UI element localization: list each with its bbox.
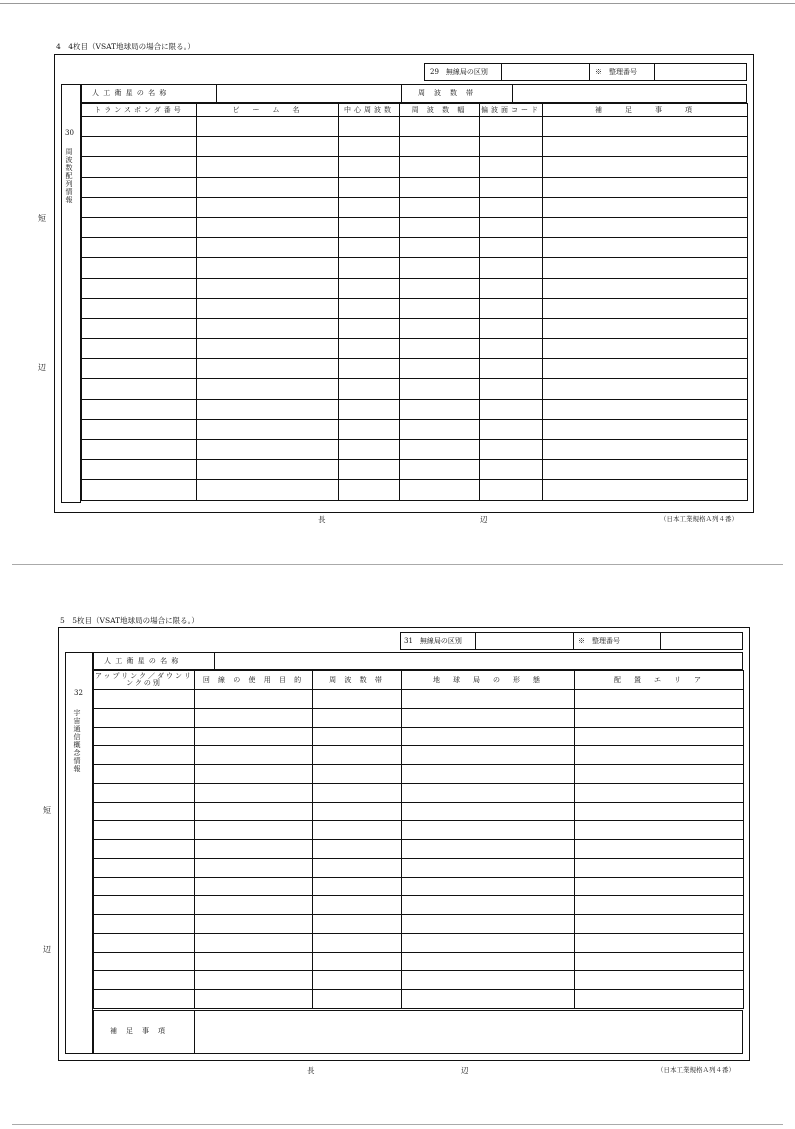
table-cell[interactable] <box>575 915 744 934</box>
table-cell[interactable] <box>82 359 197 379</box>
table-cell[interactable] <box>402 727 575 746</box>
table-cell[interactable] <box>195 821 313 840</box>
form5-heading: 5 5枚目（VSAT地球局の場合に限る。） <box>60 616 199 625</box>
form5-section-number: 32 <box>74 689 83 697</box>
table-cell[interactable] <box>82 298 197 318</box>
table-cell[interactable] <box>400 379 480 399</box>
table-cell[interactable] <box>339 440 400 460</box>
table-cell[interactable] <box>197 440 339 460</box>
table-cell[interactable] <box>480 197 543 217</box>
table-cell[interactable] <box>94 971 195 990</box>
table-cell[interactable] <box>400 419 480 439</box>
table-cell[interactable] <box>197 318 339 338</box>
table-cell[interactable] <box>339 137 400 157</box>
table-cell[interactable] <box>82 157 197 177</box>
table-row <box>82 177 748 197</box>
table-cell[interactable] <box>400 318 480 338</box>
form5-reference-no-field[interactable] <box>663 634 741 648</box>
table-cell[interactable] <box>543 298 748 318</box>
table-cell[interactable] <box>313 821 402 840</box>
form4-section-number: 30 <box>65 129 74 137</box>
form5-reference-no-label: ※ 整理番号 <box>578 637 620 645</box>
table-cell[interactable] <box>94 746 195 765</box>
table-cell[interactable] <box>480 379 543 399</box>
table-cell[interactable] <box>400 238 480 258</box>
table-row <box>82 217 748 237</box>
table-cell[interactable] <box>197 359 339 379</box>
table-cell[interactable] <box>82 440 197 460</box>
form4-column-header: 中心周波数 <box>339 104 400 117</box>
table-cell[interactable] <box>543 197 748 217</box>
table-cell[interactable] <box>313 915 402 934</box>
table-row <box>82 318 748 338</box>
table-cell[interactable] <box>94 802 195 821</box>
table-cell[interactable] <box>195 840 313 859</box>
form5-station-class-label: 31 無線局の区別 <box>404 637 462 645</box>
form4-heading: 4 4枚目（VSAT地球局の場合に限る。） <box>56 42 195 51</box>
table-cell[interactable] <box>82 278 197 298</box>
form5-section-title: 宇宙通信概念情報 <box>73 709 82 773</box>
table-cell[interactable] <box>543 379 748 399</box>
table-cell[interactable] <box>575 952 744 971</box>
form4-column-header: 周 波 数 幅 <box>400 104 480 117</box>
table-cell[interactable] <box>82 480 197 500</box>
form4-reference-no-label: ※ 整理番号 <box>595 68 637 76</box>
table-cell[interactable] <box>543 480 748 500</box>
form4-station-class-field[interactable] <box>505 65 587 79</box>
table-cell[interactable] <box>197 238 339 258</box>
table-cell[interactable] <box>313 690 402 709</box>
table-row <box>82 359 748 379</box>
form4-column-header: 偏波面コード <box>480 104 543 117</box>
table-cell[interactable] <box>313 783 402 802</box>
table-cell[interactable] <box>313 971 402 990</box>
table-row <box>94 783 744 802</box>
table-row <box>82 137 748 157</box>
table-cell[interactable] <box>480 359 543 379</box>
table-cell[interactable] <box>195 952 313 971</box>
table-cell[interactable] <box>402 971 575 990</box>
table-row <box>82 197 748 217</box>
table-cell[interactable] <box>543 258 748 278</box>
table-cell[interactable] <box>480 339 543 359</box>
table-cell[interactable] <box>94 896 195 915</box>
table-row <box>94 690 744 709</box>
table-cell[interactable] <box>400 258 480 278</box>
table-row <box>94 933 744 952</box>
table-cell[interactable] <box>543 440 748 460</box>
table-cell[interactable] <box>313 990 402 1009</box>
table-cell[interactable] <box>543 177 748 197</box>
table-cell[interactable] <box>197 258 339 278</box>
table-cell[interactable] <box>400 399 480 419</box>
table-cell[interactable] <box>543 278 748 298</box>
form5-side-short-top: 短 <box>43 806 51 815</box>
table-cell[interactable] <box>575 877 744 896</box>
table-row <box>82 157 748 177</box>
table-cell[interactable] <box>94 840 195 859</box>
table-cell[interactable] <box>402 896 575 915</box>
table-cell[interactable] <box>339 177 400 197</box>
table-cell[interactable] <box>195 877 313 896</box>
table-cell[interactable] <box>402 877 575 896</box>
table-cell[interactable] <box>195 858 313 877</box>
table-row <box>94 858 744 877</box>
table-cell[interactable] <box>480 419 543 439</box>
table-cell[interactable] <box>480 238 543 258</box>
table-row <box>94 952 744 971</box>
table-cell[interactable] <box>575 708 744 727</box>
table-cell[interactable] <box>575 858 744 877</box>
table-row <box>94 990 744 1009</box>
table-cell[interactable] <box>313 727 402 746</box>
table-cell[interactable] <box>197 278 339 298</box>
table-cell[interactable] <box>82 339 197 359</box>
table-cell[interactable] <box>82 217 197 237</box>
table-cell[interactable] <box>400 440 480 460</box>
table-cell[interactable] <box>82 197 197 217</box>
top-rule <box>0 3 795 4</box>
table-row <box>82 117 748 137</box>
table-row <box>94 746 744 765</box>
table-cell[interactable] <box>400 460 480 480</box>
table-cell[interactable] <box>402 765 575 784</box>
table-cell[interactable] <box>197 419 339 439</box>
table-cell[interactable] <box>82 258 197 278</box>
table-cell[interactable] <box>543 318 748 338</box>
table-row <box>82 440 748 460</box>
table-row <box>94 840 744 859</box>
table-cell[interactable] <box>400 197 480 217</box>
table-cell[interactable] <box>575 690 744 709</box>
table-cell[interactable] <box>197 137 339 157</box>
table-cell[interactable] <box>400 298 480 318</box>
table-row <box>82 339 748 359</box>
table-cell[interactable] <box>82 318 197 338</box>
table-cell[interactable] <box>402 933 575 952</box>
table-cell[interactable] <box>197 339 339 359</box>
form4-satellite-name-field[interactable] <box>219 86 399 101</box>
table-cell[interactable] <box>480 258 543 278</box>
table-cell[interactable] <box>575 821 744 840</box>
form5-column-header: 地 球 局 の 形 態 <box>402 671 575 690</box>
form4-frequency-label: 周 波 数 帯 <box>418 89 474 97</box>
form5-satellite-name-label: 人 工 衛 星 の 名 称 <box>104 657 180 665</box>
table-cell[interactable] <box>94 858 195 877</box>
form4-standard: （日本工業規格Ａ列４番） <box>660 515 738 523</box>
table-cell[interactable] <box>339 258 400 278</box>
form5-column-header: 回 線 の 使 用 目 的 <box>195 671 313 690</box>
table-cell[interactable] <box>195 690 313 709</box>
form4-reference-no-field[interactable] <box>657 65 745 79</box>
table-cell[interactable] <box>402 708 575 727</box>
form5-concept-table <box>93 670 744 1009</box>
table-cell[interactable] <box>402 821 575 840</box>
table-cell[interactable] <box>400 177 480 197</box>
table-cell[interactable] <box>197 480 339 500</box>
table-cell[interactable] <box>480 177 543 197</box>
table-cell[interactable] <box>400 480 480 500</box>
table-cell[interactable] <box>195 896 313 915</box>
table-cell[interactable] <box>480 460 543 480</box>
table-cell[interactable] <box>402 783 575 802</box>
table-cell[interactable] <box>94 708 195 727</box>
form4-satellite-name-label: 人 工 衛 星 の 名 称 <box>92 89 168 97</box>
table-cell[interactable] <box>195 708 313 727</box>
table-row <box>82 379 748 399</box>
table-cell[interactable] <box>339 359 400 379</box>
table-cell[interactable] <box>82 419 197 439</box>
table-cell[interactable] <box>94 690 195 709</box>
table-cell[interactable] <box>480 440 543 460</box>
form4-side-short-top: 短 <box>38 214 46 223</box>
table-cell[interactable] <box>82 177 197 197</box>
table-cell[interactable] <box>400 339 480 359</box>
table-cell[interactable] <box>197 399 339 419</box>
form4-section-column <box>61 84 81 503</box>
table-cell[interactable] <box>400 278 480 298</box>
table-cell[interactable] <box>543 419 748 439</box>
table-cell[interactable] <box>94 821 195 840</box>
table-cell[interactable] <box>575 746 744 765</box>
table-cell[interactable] <box>400 217 480 237</box>
table-cell[interactable] <box>480 399 543 419</box>
table-cell[interactable] <box>313 708 402 727</box>
table-cell[interactable] <box>402 840 575 859</box>
form5-column-header: アップリンク／ダウンリンクの別 <box>94 671 195 690</box>
table-cell[interactable] <box>94 727 195 746</box>
table-row <box>82 258 748 278</box>
table-row <box>94 708 744 727</box>
form4-bottom-long: 長 <box>318 515 326 524</box>
table-cell[interactable] <box>195 990 313 1009</box>
table-row <box>94 896 744 915</box>
table-cell[interactable] <box>480 298 543 318</box>
table-cell[interactable] <box>313 840 402 859</box>
bottom-rule <box>12 1124 783 1125</box>
table-cell[interactable] <box>339 318 400 338</box>
table-cell[interactable] <box>543 137 748 157</box>
table-cell[interactable] <box>313 765 402 784</box>
page-separator <box>12 564 783 565</box>
table-cell[interactable] <box>543 238 748 258</box>
table-cell[interactable] <box>543 359 748 379</box>
form5-bottom-long: 長 <box>307 1066 315 1075</box>
table-cell[interactable] <box>575 802 744 821</box>
form5-standard: （日本工業規格Ａ列４番） <box>657 1066 735 1074</box>
table-row <box>82 399 748 419</box>
form4-bottom-side: 辺 <box>480 515 488 524</box>
table-cell[interactable] <box>339 157 400 177</box>
table-cell[interactable] <box>480 480 543 500</box>
table-cell[interactable] <box>82 238 197 258</box>
table-cell[interactable] <box>94 877 195 896</box>
table-cell[interactable] <box>575 896 744 915</box>
table-cell[interactable] <box>197 177 339 197</box>
form5-satellite-name-field[interactable] <box>217 654 741 668</box>
table-cell[interactable] <box>195 915 313 934</box>
table-cell[interactable] <box>94 765 195 784</box>
table-cell[interactable] <box>195 765 313 784</box>
table-row <box>94 971 744 990</box>
form4-side-short-bottom: 辺 <box>38 363 46 372</box>
table-cell[interactable] <box>400 117 480 137</box>
table-cell[interactable] <box>575 933 744 952</box>
table-cell[interactable] <box>197 298 339 318</box>
table-cell[interactable] <box>94 990 195 1009</box>
table-cell[interactable] <box>197 460 339 480</box>
table-cell[interactable] <box>400 157 480 177</box>
table-cell[interactable] <box>94 952 195 971</box>
table-cell[interactable] <box>94 915 195 934</box>
table-cell[interactable] <box>82 117 197 137</box>
table-cell[interactable] <box>195 746 313 765</box>
table-cell[interactable] <box>480 117 543 137</box>
form4-column-header: ビ ー ム 名 <box>197 104 339 117</box>
table-cell[interactable] <box>339 419 400 439</box>
table-cell[interactable] <box>82 137 197 157</box>
table-row <box>82 419 748 439</box>
table-cell[interactable] <box>400 137 480 157</box>
table-cell[interactable] <box>480 137 543 157</box>
table-cell[interactable] <box>197 197 339 217</box>
table-row <box>82 480 748 500</box>
table-cell[interactable] <box>402 915 575 934</box>
form5-column-header: 配 置 エ リ ア <box>575 671 744 690</box>
table-cell[interactable] <box>339 460 400 480</box>
table-cell[interactable] <box>339 217 400 237</box>
table-cell[interactable] <box>197 157 339 177</box>
table-cell[interactable] <box>197 117 339 137</box>
form5-remarks-field[interactable] <box>197 1012 741 1052</box>
table-cell[interactable] <box>575 990 744 1009</box>
table-cell[interactable] <box>197 379 339 399</box>
table-row <box>82 278 748 298</box>
table-cell[interactable] <box>543 117 748 137</box>
table-cell[interactable] <box>195 727 313 746</box>
table-row <box>94 727 744 746</box>
table-cell[interactable] <box>575 765 744 784</box>
table-row <box>94 915 744 934</box>
table-cell[interactable] <box>543 399 748 419</box>
table-cell[interactable] <box>313 933 402 952</box>
table-cell[interactable] <box>195 933 313 952</box>
form5-side-short-bottom: 辺 <box>43 945 51 954</box>
table-cell[interactable] <box>402 952 575 971</box>
table-cell[interactable] <box>543 157 748 177</box>
table-cell[interactable] <box>543 460 748 480</box>
table-row <box>94 877 744 896</box>
table-row <box>82 460 748 480</box>
table-cell[interactable] <box>575 727 744 746</box>
table-cell[interactable] <box>82 460 197 480</box>
table-cell[interactable] <box>402 746 575 765</box>
table-row <box>82 298 748 318</box>
table-cell[interactable] <box>575 840 744 859</box>
table-cell[interactable] <box>402 690 575 709</box>
table-cell[interactable] <box>195 971 313 990</box>
table-cell[interactable] <box>313 896 402 915</box>
table-row <box>94 821 744 840</box>
form4-frequency-table <box>81 103 748 501</box>
table-row <box>94 802 744 821</box>
table-cell[interactable] <box>313 746 402 765</box>
table-cell[interactable] <box>339 197 400 217</box>
form5-station-class-field[interactable] <box>479 634 571 648</box>
table-cell[interactable] <box>339 339 400 359</box>
table-cell[interactable] <box>94 783 195 802</box>
form4-frequency-field[interactable] <box>515 86 745 101</box>
table-cell[interactable] <box>402 802 575 821</box>
table-cell[interactable] <box>197 217 339 237</box>
form5-column-header: 周 波 数 帯 <box>313 671 402 690</box>
table-cell[interactable] <box>400 359 480 379</box>
table-cell[interactable] <box>82 399 197 419</box>
table-cell[interactable] <box>82 379 197 399</box>
form5-remarks-label: 補 足 事 項 <box>110 1027 166 1035</box>
table-cell[interactable] <box>339 480 400 500</box>
table-cell[interactable] <box>575 783 744 802</box>
table-cell[interactable] <box>480 278 543 298</box>
table-cell[interactable] <box>339 278 400 298</box>
table-row <box>82 238 748 258</box>
table-cell[interactable] <box>339 298 400 318</box>
table-cell[interactable] <box>543 217 748 237</box>
table-cell[interactable] <box>339 399 400 419</box>
form4-section-title: 周波数配列情報 <box>65 148 74 204</box>
table-cell[interactable] <box>339 117 400 137</box>
table-cell[interactable] <box>402 858 575 877</box>
table-cell[interactable] <box>339 379 400 399</box>
table-cell[interactable] <box>313 877 402 896</box>
table-row <box>94 765 744 784</box>
form4-column-header: トランスポンダ番号 <box>82 104 197 117</box>
form4-station-class-label: 29 無線局の区別 <box>430 68 488 76</box>
form5-bottom-side: 辺 <box>461 1066 469 1075</box>
table-cell[interactable] <box>195 802 313 821</box>
table-cell[interactable] <box>313 858 402 877</box>
table-cell[interactable] <box>480 157 543 177</box>
table-cell[interactable] <box>195 783 313 802</box>
table-cell[interactable] <box>480 318 543 338</box>
table-cell[interactable] <box>575 971 744 990</box>
table-cell[interactable] <box>480 217 543 237</box>
table-cell[interactable] <box>402 990 575 1009</box>
table-cell[interactable] <box>94 933 195 952</box>
table-cell[interactable] <box>313 952 402 971</box>
form4-column-header: 補 足 事 項 <box>543 104 748 117</box>
table-cell[interactable] <box>313 802 402 821</box>
table-cell[interactable] <box>543 339 748 359</box>
table-cell[interactable] <box>339 238 400 258</box>
